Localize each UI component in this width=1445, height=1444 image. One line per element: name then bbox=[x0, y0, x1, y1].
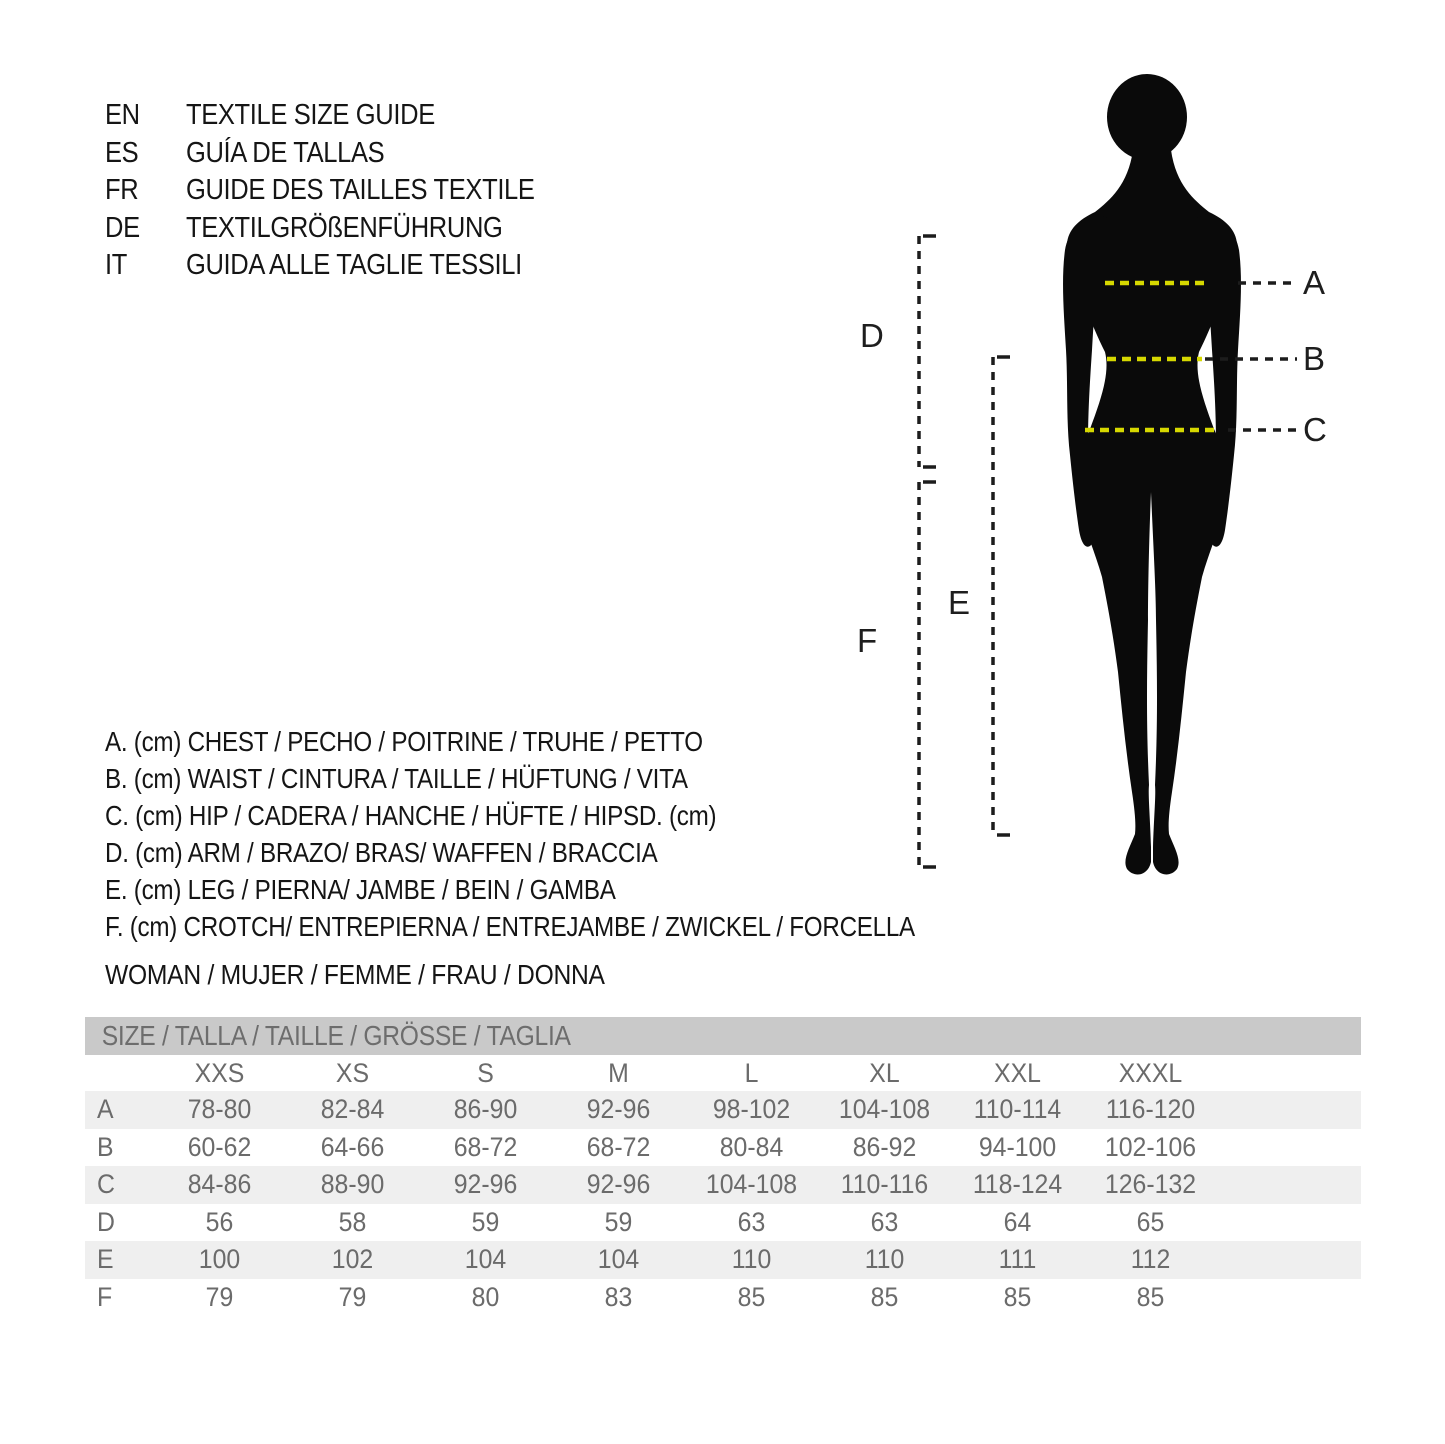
table-row bbox=[85, 1241, 1361, 1279]
table-cell: 116-120 bbox=[1105, 1094, 1196, 1125]
table-cell: 100 bbox=[198, 1244, 241, 1275]
size-table-sizes-row bbox=[85, 1055, 1361, 1091]
gender-heading: WOMAN / MUJER / FEMME / FRAU / DONNA bbox=[105, 959, 605, 990]
marker-label-e: E bbox=[948, 584, 971, 621]
table-cell: 63 bbox=[737, 1206, 766, 1237]
table-cell: 104 bbox=[464, 1244, 507, 1275]
table-cell: 80 bbox=[471, 1281, 500, 1312]
legend-line-waist: B. (cm) WAIST / CINTURA / TAILLE / HÜFTUNG / VITA bbox=[105, 763, 688, 794]
woman-silhouette-diagram bbox=[855, 60, 1345, 890]
table-cell: 63 bbox=[870, 1206, 899, 1237]
marker-label-f: F bbox=[857, 622, 878, 659]
table-cell: 98-102 bbox=[712, 1094, 791, 1125]
size-column-header: XL bbox=[869, 1057, 900, 1088]
size-column-header: XS bbox=[335, 1057, 370, 1088]
table-cell: 126-132 bbox=[1104, 1169, 1197, 1200]
row-label: F bbox=[96, 1281, 113, 1312]
language-title-block bbox=[105, 97, 535, 285]
size-column-header: L bbox=[744, 1057, 759, 1088]
language-row bbox=[105, 97, 535, 135]
size-column-header: M bbox=[608, 1057, 629, 1088]
language-code: EN bbox=[105, 99, 140, 131]
table-cell: 88-90 bbox=[320, 1169, 385, 1200]
legend-line-hip: C. (cm) HIP / CADERA / HANCHE / HÜFTE / HIPSD. (cm) bbox=[105, 800, 717, 831]
table-cell: 85 bbox=[1003, 1281, 1032, 1312]
size-column-header: XXL bbox=[994, 1057, 1041, 1088]
table-cell: 104-108 bbox=[705, 1169, 798, 1200]
language-title: TEXTILE SIZE GUIDE bbox=[185, 99, 435, 131]
table-cell: 64 bbox=[1003, 1206, 1032, 1237]
table-cell: 86-90 bbox=[453, 1094, 518, 1125]
table-cell: 92-96 bbox=[453, 1169, 518, 1200]
table-cell: 86-92 bbox=[852, 1131, 917, 1162]
table-cell: 110-116 bbox=[840, 1169, 929, 1200]
table-cell: 112 bbox=[1130, 1244, 1171, 1275]
table-cell: 110 bbox=[864, 1244, 905, 1275]
table-cell: 65 bbox=[1136, 1206, 1165, 1237]
size-column-header: S bbox=[477, 1057, 494, 1088]
language-title: GUIDA ALLE TAGLIE TESSILI bbox=[185, 249, 522, 281]
table-cell: 102 bbox=[331, 1244, 374, 1275]
language-title: TEXTILGRÖßENFÜHRUNG bbox=[185, 211, 503, 244]
table-cell: 85 bbox=[870, 1281, 899, 1312]
row-label: B bbox=[96, 1131, 114, 1162]
language-code: DE bbox=[105, 211, 140, 244]
table-cell: 85 bbox=[737, 1281, 766, 1312]
language-title: GUÍA DE TALLAS bbox=[185, 136, 385, 169]
marker-label-b: B bbox=[1303, 340, 1326, 377]
row-label: D bbox=[96, 1206, 115, 1237]
legend-line-chest: A. (cm) CHEST / PECHO / POITRINE / TRUHE / PETTO bbox=[105, 726, 703, 757]
table-cell: 79 bbox=[205, 1281, 234, 1312]
table-cell: 80-84 bbox=[719, 1131, 784, 1162]
language-row bbox=[105, 135, 535, 173]
table-cell: 92-96 bbox=[586, 1094, 651, 1125]
table-cell: 84-86 bbox=[187, 1169, 252, 1200]
table-cell: 118-124 bbox=[972, 1169, 1063, 1200]
table-cell: 60-62 bbox=[187, 1131, 252, 1162]
size-table-body bbox=[85, 1091, 1361, 1316]
marker-label-d: D bbox=[860, 317, 884, 354]
table-cell: 92-96 bbox=[586, 1169, 651, 1200]
language-row bbox=[105, 247, 535, 285]
marker-label-a: A bbox=[1303, 264, 1326, 301]
table-cell: 56 bbox=[205, 1206, 234, 1237]
table-cell: 85 bbox=[1136, 1281, 1165, 1312]
table-cell: 59 bbox=[471, 1206, 500, 1237]
language-title: GUIDE DES TAILLES TEXTILE bbox=[185, 174, 535, 206]
table-cell: 59 bbox=[604, 1206, 633, 1237]
size-column-header: XXS bbox=[194, 1057, 245, 1088]
language-row bbox=[105, 210, 535, 248]
table-row bbox=[85, 1091, 1361, 1129]
table-row bbox=[85, 1129, 1361, 1167]
row-label: A bbox=[96, 1094, 114, 1125]
table-cell: 110 bbox=[731, 1244, 772, 1275]
table-cell: 58 bbox=[338, 1206, 367, 1237]
table-cell: 64-66 bbox=[320, 1131, 385, 1162]
language-code: IT bbox=[105, 249, 127, 281]
measurement-legend bbox=[105, 723, 915, 945]
size-table bbox=[85, 1017, 1361, 1316]
table-cell: 82-84 bbox=[320, 1094, 385, 1125]
table-cell: 68-72 bbox=[586, 1131, 651, 1162]
size-table-header-bar bbox=[85, 1017, 1361, 1055]
language-row bbox=[105, 172, 535, 210]
table-cell: 94-100 bbox=[978, 1131, 1057, 1162]
table-cell: 104 bbox=[597, 1244, 640, 1275]
table-cell: 78-80 bbox=[187, 1094, 252, 1125]
row-label: C bbox=[96, 1169, 115, 1200]
table-cell: 104-108 bbox=[838, 1094, 931, 1125]
language-code: FR bbox=[105, 174, 139, 206]
table-cell: 83 bbox=[604, 1281, 633, 1312]
table-row bbox=[85, 1204, 1361, 1242]
row-label: E bbox=[96, 1244, 114, 1275]
table-cell: 79 bbox=[338, 1281, 367, 1312]
table-row bbox=[85, 1166, 1361, 1204]
table-cell: 111 bbox=[998, 1244, 1037, 1275]
table-row bbox=[85, 1279, 1361, 1317]
size-table-header-text: SIZE / TALLA / TAILLE / GRÖSSE / TAGLIA bbox=[101, 1020, 571, 1051]
table-cell: 68-72 bbox=[453, 1131, 518, 1162]
size-column-header: XXXL bbox=[1118, 1057, 1183, 1088]
legend-line-leg: E. (cm) LEG / PIERNA/ JAMBE / BEIN / GAMBA bbox=[105, 874, 616, 905]
language-code: ES bbox=[105, 136, 139, 169]
silhouette-head bbox=[1107, 74, 1187, 160]
legend-line-crotch: F. (cm) CROTCH/ ENTREPIERNA / ENTREJAMBE / ZWICKEL / FORCELLA bbox=[105, 911, 915, 942]
legend-line-arm: D. (cm) ARM / BRAZO/ BRAS/ WAFFEN / BRACCIA bbox=[105, 837, 658, 868]
table-cell: 102-106 bbox=[1104, 1131, 1197, 1162]
table-cell: 110-114 bbox=[973, 1094, 1062, 1125]
marker-label-c: C bbox=[1303, 411, 1327, 448]
